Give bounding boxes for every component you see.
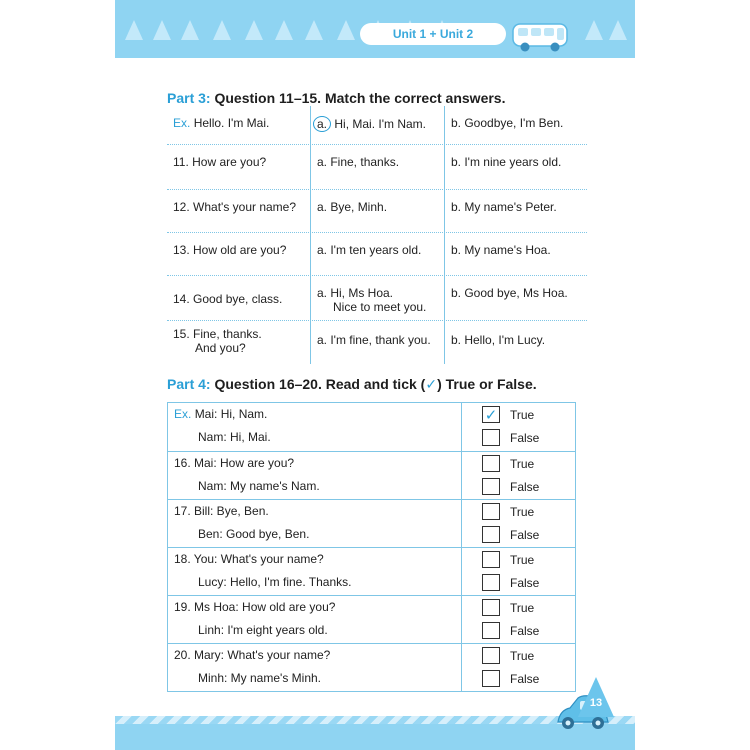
tree-icon	[585, 20, 603, 40]
part4-instruction-end: ) True or False.	[437, 376, 537, 392]
true-checkbox[interactable]	[482, 599, 500, 616]
table-row	[167, 189, 587, 232]
table-row	[168, 499, 575, 547]
true-label: True	[510, 504, 535, 519]
answer-a: a. I'm ten years old.	[311, 233, 445, 275]
footer-band	[115, 716, 635, 750]
example-label: Ex.	[174, 407, 192, 421]
dialogue-line-1: 16. Mai: How are you?	[174, 456, 295, 470]
false-checkbox[interactable]	[482, 670, 500, 687]
true-label: True	[510, 456, 535, 471]
table-row	[168, 595, 575, 643]
true-checkbox[interactable]	[482, 455, 500, 472]
question-text: Hello. I'm Mai.	[193, 116, 270, 130]
answer-a: a. Bye, Minh.	[311, 190, 445, 232]
tree-icon	[305, 20, 323, 40]
circled-answer: a.	[313, 116, 331, 132]
dialogue-line-1: 18. You: What's your name?	[174, 552, 324, 566]
tree-icon	[125, 20, 143, 40]
table-row	[167, 275, 587, 320]
table-row	[168, 403, 575, 451]
page-number-tab	[578, 677, 614, 717]
answer-b: b. My name's Peter.	[451, 200, 557, 214]
tree-icon	[609, 20, 627, 40]
false-label: False	[510, 430, 540, 445]
true-checkbox[interactable]	[482, 503, 500, 520]
answer-b: b. Goodbye, I'm Ben.	[451, 116, 564, 130]
dialogue-line-2: Ben: Good bye, Ben.	[198, 527, 310, 541]
question-line2: And you?	[195, 341, 246, 355]
dialogue-line-2: Lucy: Hello, I'm fine. Thanks.	[198, 575, 352, 589]
tree-icon	[181, 20, 199, 40]
false-label: False	[510, 623, 540, 638]
bus-icon	[510, 20, 572, 54]
dialogue-line-2: Nam: Hi, Mai.	[198, 430, 271, 444]
dialogue-line-1: 19. Ms Hoa: How old are you?	[174, 600, 336, 614]
part3-title	[167, 90, 505, 106]
part3-label: Part 3:	[167, 90, 211, 106]
answer-b: b. Good bye, Ms Hoa.	[451, 286, 568, 300]
false-label: False	[510, 575, 540, 590]
false-label: False	[510, 671, 540, 686]
true-label: True	[510, 648, 535, 663]
answer-a: a. Hi, Ms Hoa.	[317, 286, 394, 300]
answer-a: a. I'm fine, thank you.	[311, 321, 445, 364]
answer-a: Hi, Mai. I'm Nam.	[334, 117, 426, 131]
page-number: 13	[589, 697, 603, 709]
tree-icon	[153, 20, 171, 40]
part3-instruction: Question 11–15. Match the correct answers.	[214, 90, 506, 106]
false-checkbox[interactable]	[482, 526, 500, 543]
table-row	[168, 643, 575, 691]
table-row	[167, 144, 587, 189]
false-checkbox[interactable]	[482, 478, 500, 495]
part4-title	[167, 376, 537, 393]
table-row	[168, 451, 575, 499]
question-text: 12. What's your name?	[167, 190, 311, 232]
dialogue-line-1: Mai: Hi, Nam.	[194, 407, 268, 421]
true-checkbox[interactable]: ✓	[482, 406, 500, 423]
question-text: 14. Good bye, class.	[167, 276, 311, 320]
unit-label: Unit 1 + Unit 2	[360, 23, 506, 45]
true-checkbox[interactable]	[482, 551, 500, 568]
false-checkbox[interactable]	[482, 429, 500, 446]
true-label: True	[510, 552, 535, 567]
dialogue-line-2: Linh: I'm eight years old.	[198, 623, 328, 637]
tree-icon	[275, 20, 293, 40]
table-row	[167, 106, 587, 144]
part4-label: Part 4:	[167, 376, 211, 392]
tick-icon: ✓	[425, 376, 438, 392]
false-checkbox[interactable]	[482, 574, 500, 591]
tree-icon	[337, 20, 355, 40]
tree-icon	[213, 20, 231, 40]
question-text: 15. Fine, thanks.	[173, 327, 262, 341]
true-label: True	[510, 600, 535, 615]
answer-b: b. I'm nine years old.	[451, 155, 562, 169]
false-label: False	[510, 527, 540, 542]
answer-b: b. My name's Hoa.	[451, 243, 551, 257]
question-text: 13. How old are you?	[167, 233, 311, 275]
answer-a: a. Fine, thanks.	[311, 145, 445, 189]
answer-a-line2: Nice to meet you.	[333, 300, 427, 314]
tree-icon	[245, 20, 263, 40]
answer-b: b. Hello, I'm Lucy.	[451, 333, 546, 347]
true-checkbox[interactable]	[482, 647, 500, 664]
table-row	[168, 547, 575, 595]
table-row	[167, 320, 587, 364]
true-false-table	[167, 402, 576, 692]
dialogue-line-2: Minh: My name's Minh.	[198, 671, 321, 685]
question-text: 11. How are you?	[167, 145, 311, 189]
dialogue-line-1: 20. Mary: What's your name?	[174, 648, 331, 662]
example-label: Ex.	[173, 116, 191, 130]
dialogue-line-2: Nam: My name's Nam.	[198, 479, 320, 493]
part4-instruction-start: Question 16–20. Read and tick (	[214, 376, 426, 392]
false-checkbox[interactable]	[482, 622, 500, 639]
dialogue-line-1: 17. Bill: Bye, Ben.	[174, 504, 269, 518]
true-label: True	[510, 407, 535, 422]
match-table	[167, 106, 587, 364]
false-label: False	[510, 479, 540, 494]
table-row	[167, 232, 587, 275]
